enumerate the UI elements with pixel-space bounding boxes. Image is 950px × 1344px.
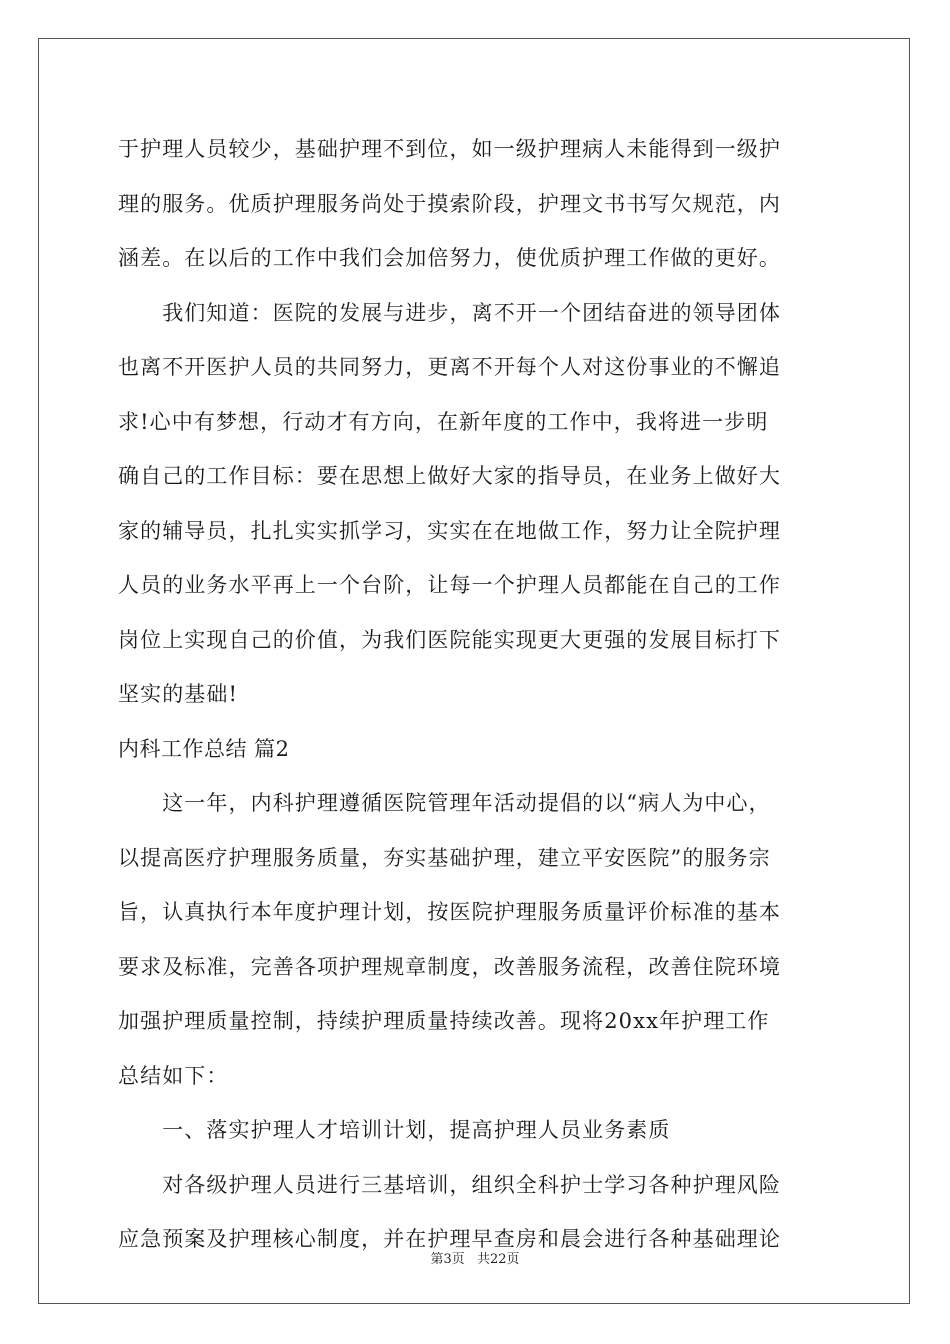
text-line: 一、落实护理人才培训计划，提高护理人员业务素质	[118, 1118, 671, 1142]
text-line: 总结如下：	[118, 1063, 229, 1088]
text-line: 应急预案及护理核心制度，并在护理早查房和晨会进行各种基础理论	[118, 1227, 781, 1251]
text-line: 于护理人员较少，基础护理不到位，如一级护理病人未能得到一级护	[118, 137, 781, 161]
text-line: 加强护理质量控制，持续护理质量持续改善。现将20xx年护理工作	[118, 1009, 770, 1033]
text-line: 家的辅导员，扎扎实实抓学习，实实在在地做工作，努力让全院护理	[118, 518, 781, 543]
text-line: 以提高医疗护理服务质量，夯实基础护理，建立平安医院”的服务宗	[118, 845, 771, 870]
text-line: 岗位上实现自己的价值，为我们医院能实现更大更强的发展目标打下	[118, 627, 781, 652]
page-number: 第3页	[430, 1252, 465, 1267]
section-heading: 内科工作总结 篇2	[118, 736, 290, 761]
text-line: 求!心中有梦想，行动才有方向，在新年度的工作中，我将进一步明	[118, 409, 769, 434]
text-line: 人员的业务水平再上一个台阶，让每一个护理人员都能在自己的工作	[118, 573, 781, 597]
document-body	[118, 122, 834, 1267]
text-line: 涵差。在以后的工作中我们会加倍努力，使优质护理工作做的更好。	[118, 246, 781, 270]
text-line: 旨，认真执行本年度护理计划，按医院护理服务质量评价标准的基本	[118, 900, 781, 924]
text-line: 要求及标准，完善各项护理规章制度，改善服务流程，改善住院环境	[118, 954, 781, 979]
text-line: 理的服务。优质护理服务尚处于摸索阶段，护理文书书写欠规范，内	[118, 191, 781, 216]
text-line: 坚实的基础!	[118, 682, 239, 706]
text-line: 确自己的工作目标：要在思想上做好大家的指导员，在业务上做好大	[118, 464, 781, 488]
text-line: 也离不开医护人员的共同努力，更离不开每个人对这份事业的不懈追	[118, 355, 781, 379]
text-line: 这一年，内科护理遵循医院管理年活动提倡的以“病人为中心，	[118, 791, 771, 815]
page-total: 共22页	[476, 1252, 520, 1267]
text-line: 我们知道：医院的发展与进步，离不开一个团结奋进的领导团体	[118, 300, 781, 325]
page-footer	[0, 1248, 950, 1267]
text-line: 对各级护理人员进行三基培训，组织全科护士学习各种护理风险	[118, 1172, 781, 1197]
